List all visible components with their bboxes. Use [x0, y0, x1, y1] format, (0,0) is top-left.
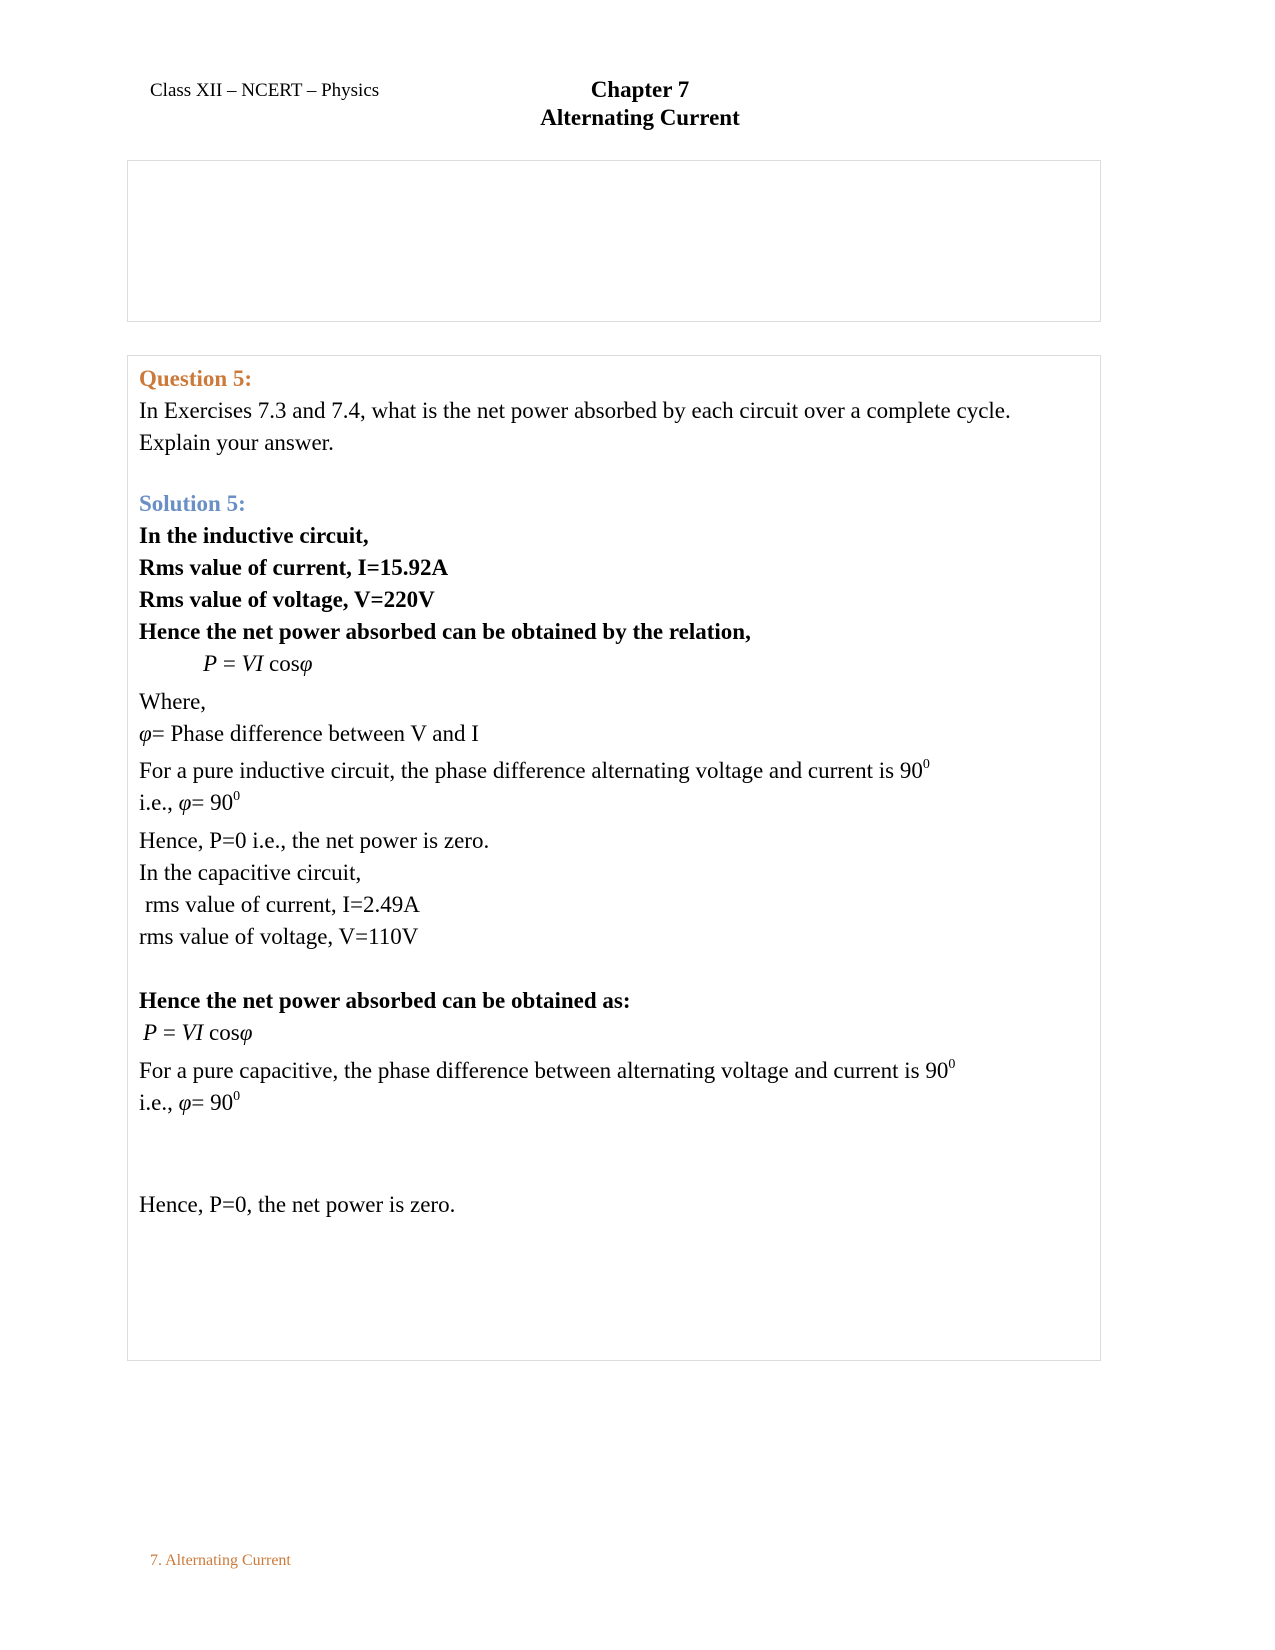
- phase-definition: φ= Phase difference between V and I: [139, 721, 479, 746]
- capacitive-relation-text: Hence the net power absorbed can be obtained as:: [139, 988, 631, 1013]
- footer-chapter: 7. Alternating Current: [150, 1552, 291, 1569]
- chapter-title: Alternating Current: [540, 105, 740, 130]
- capacitive-phase-text: For a pure capacitive, the phase difference between alternating voltage and current is $90^0$: [139, 1057, 956, 1083]
- chapter-number: Chapter 7: [590, 77, 690, 102]
- where-label: Where,: [139, 689, 207, 714]
- chapter-heading: [480, 76, 800, 132]
- solution-relation-text: Hence the net power absorbed can be obtained by the relation,: [139, 619, 751, 644]
- header-subject: Class XII – NCERT – Physics: [150, 80, 380, 101]
- capacitive-result: Hence, P=0, the net power is zero.: [139, 1192, 456, 1217]
- solution-title: Solution 5:: [139, 491, 246, 516]
- capacitive-intro: In the capacitive circuit,: [139, 860, 362, 885]
- capacitive-phase-eq: i.e., $\varphi= 90^0$: [139, 1089, 241, 1115]
- formula-power: P = VI cosφ: [203, 651, 313, 676]
- capacitive-rms-current: rms value of current, I=2.49A: [145, 892, 420, 917]
- question-text-line2: Explain your answer.: [139, 430, 334, 455]
- inductive-phase-eq: i.e., $\varphi= 90^0$: [139, 789, 241, 815]
- solution-inductive-heading: In the inductive circuit,: [139, 523, 369, 548]
- formula-power-capacitive: P = VI cosφ: [143, 1020, 253, 1045]
- question-title: Question 5:: [139, 366, 253, 391]
- capacitive-rms-voltage: rms value of voltage, V=110V: [139, 924, 419, 949]
- question-text-line1: In Exercises 7.3 and 7.4, what is the net power absorbed by each circuit over a complete cycle.: [139, 398, 1011, 423]
- inductive-result: Hence, P=0 i.e., the net power is zero.: [139, 828, 490, 853]
- solution-rms-voltage: Rms value of voltage, V=220V: [139, 587, 435, 612]
- inductive-phase-text: For a pure inductive circuit, the phase difference alternating voltage and current is $90^0$: [139, 757, 930, 783]
- empty-box: [127, 160, 1101, 322]
- solution-rms-current: Rms value of current, I=15.92A: [139, 555, 449, 580]
